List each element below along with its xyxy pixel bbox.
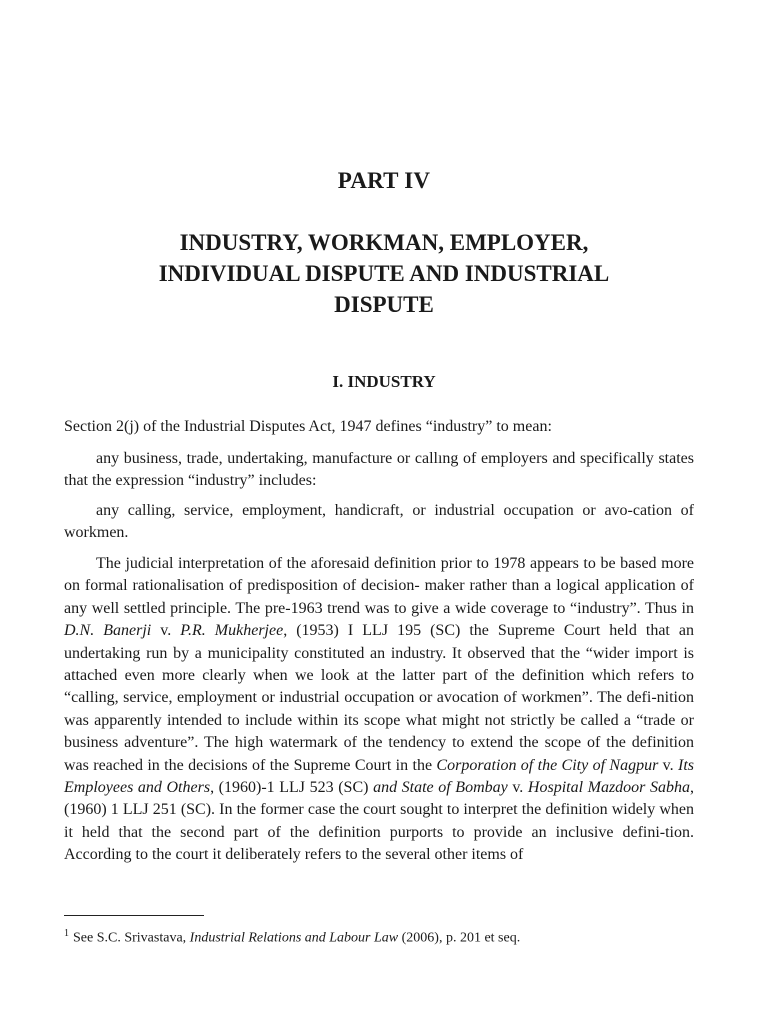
main-paragraph xyxy=(64,553,694,867)
versus: v. xyxy=(507,779,528,797)
part-title: PART IV xyxy=(337,168,431,193)
case-name-banerji: D.N. Banerji xyxy=(64,622,152,640)
case-name-mukherjee: P.R. Mukherjee xyxy=(180,622,284,640)
footnote-book-title: Industrial Relations and Labour Law xyxy=(189,930,399,946)
paragraph-text-3: , (1960)-1 LLJ 523 (SC) xyxy=(210,779,374,797)
case-name-nagpur: Corporation of the City of Nagpur xyxy=(436,756,659,774)
case-name-mazdoor-sabha: Hospital Mazdoor Sabha xyxy=(527,779,691,797)
paragraph-text-2: , (1953) I LLJ 195 (SC) the Supreme Court held that an undertaking run by a municipality constituted an industry. It observed that the “wider import is attached even more clearly when we look at the latter part of the definition which refers to “calling, service, employment or industrial occupation or avocation of workmen”. The defi-nition was apparently intended to include within its scope what might not strictly be called a “trade or business adventure”. The high watermark of the tendency to extend the scope of the definition was reached in the decisions of the Supreme Court in the xyxy=(64,622,695,774)
intro-text: Section 2(j) of the Industrial Disputes Act, 1947 defines “industry” to mean: xyxy=(64,418,552,435)
case-name-bombay: and State of Bombay xyxy=(373,779,508,797)
chapter-title xyxy=(60,227,708,320)
versus: v. xyxy=(151,622,181,640)
definition-quote-2-text: any calling, service, employment, handicraft, or industrial occupation or avo-cation of workmen. xyxy=(64,502,694,542)
footnote-text-1: See S.C. Srivastava, xyxy=(73,930,190,946)
chapter-title-line-1: INDUSTRY, WORKMAN, EMPLOYER, xyxy=(179,230,589,255)
footnote xyxy=(64,925,694,948)
intro-paragraph xyxy=(64,416,694,438)
chapter-title-line-2: INDIVIDUAL DISPUTE AND INDUSTRIAL xyxy=(158,261,610,286)
chapter-title-line-3: DISPUTE xyxy=(334,292,434,317)
case-name-employees: Its Employees and Others xyxy=(64,756,694,797)
footnote-divider xyxy=(64,915,204,916)
paragraph-text-1: The judicial interpretation of the aforesaid definition prior to 1978 appears to be based more on formal rationalisation of predisposition of decision- maker rather than a logical application of any well settled principle. The pre-1963 trend was to give a wide coverage to “industry”. Thus in xyxy=(64,555,694,617)
definition-quote-1 xyxy=(64,448,694,493)
section-heading: I. INDUSTRY xyxy=(332,372,436,391)
definition-quote-2 xyxy=(64,500,694,545)
main-paragraph-text xyxy=(64,553,694,867)
versus: v. xyxy=(658,756,678,774)
paragraph-text-4: , (1960) 1 LLJ 251 (SC). In the former case the court sought to interpret the definition widely when it held that the second part of the definition purports to provide an inclusive defini-tion. According to the court it deliberately refers to the several other items of xyxy=(64,779,695,864)
footnote-marker: 1 xyxy=(64,928,69,939)
footnote-text-2: (2006), p. 201 et seq. xyxy=(398,930,521,946)
definition-quote-1-text: any business, trade, undertaking, manufacture or callıng of employers and specifically states that the expression “industry” includes: xyxy=(64,450,694,490)
